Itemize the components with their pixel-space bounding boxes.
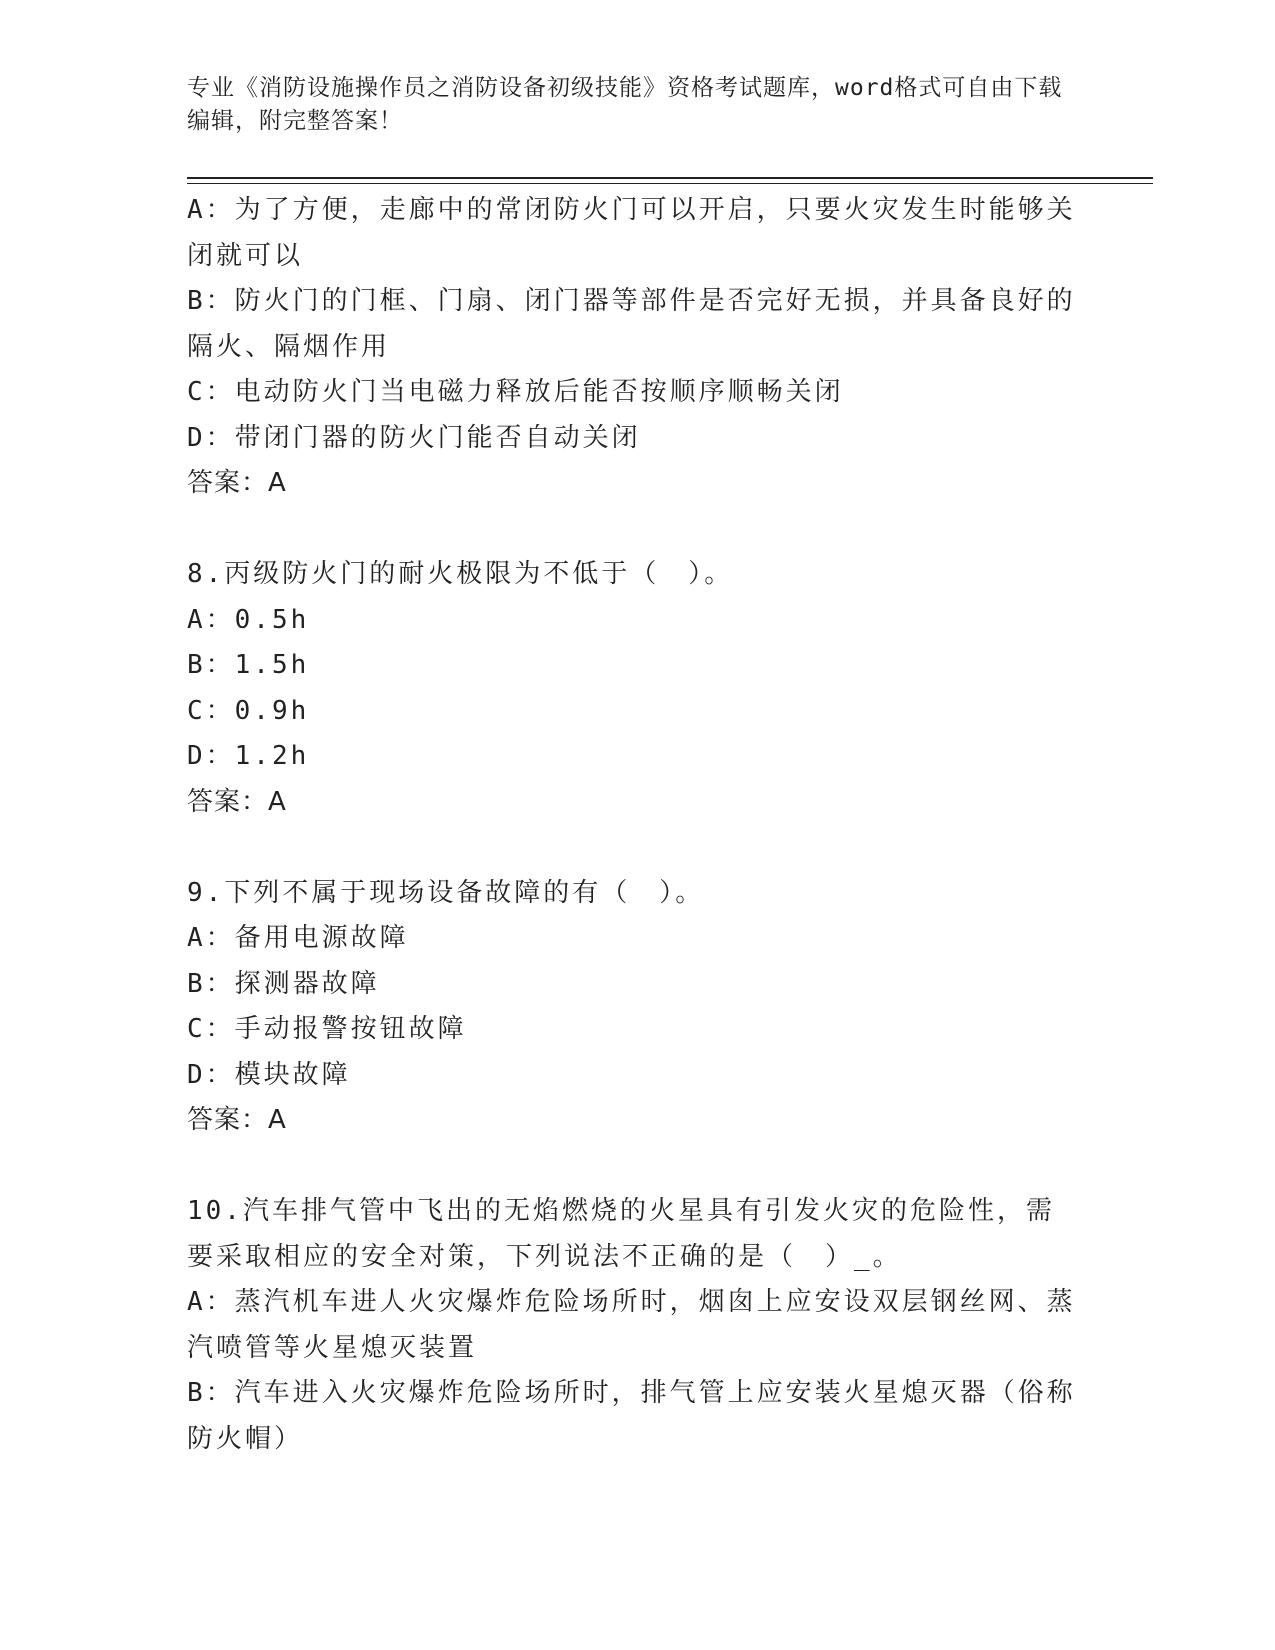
document-header: 专业《消防设施操作员之消防设备初级技能》资格考试题库，word格式可自由下载编辑，附完整答案！ — [187, 75, 1063, 134]
question-stem: 9.下列不属于现场设备故障的有（ ）。 — [187, 877, 705, 908]
answer-line: 答案：A — [187, 786, 287, 817]
option-a: A：为了方便，走廊中的常闭防火门可以开启，只要火灾发生时能够关闭就可以 — [187, 195, 1076, 271]
question-10 — [187, 1189, 1077, 1462]
option-b: B：汽车进入火灾爆炸危险场所时，排气管上应安装火星熄灭器（俗称防火帽） — [187, 1378, 1076, 1454]
option-d: D：带闭门器的防火门能否自动关闭 — [187, 422, 641, 453]
option-c: C：手动报警按钮故障 — [187, 1014, 467, 1044]
option-d: D：模块故障 — [187, 1059, 351, 1090]
option-c: C：0.9h — [187, 695, 310, 726]
answer-line: 答案：A — [187, 1105, 287, 1135]
answer-line: 答案：A — [187, 468, 287, 498]
question-8 — [187, 552, 1077, 825]
question-partial — [187, 188, 1077, 507]
question-9 — [187, 871, 1077, 1144]
header-rule-thick — [187, 177, 1153, 179]
option-c: C：电动防火门当电磁力释放后能否按顺序顺畅关闭 — [187, 377, 844, 407]
option-b: B：1.5h — [187, 650, 310, 680]
option-d: D：1.2h — [187, 741, 310, 771]
question-gap — [187, 507, 1077, 553]
option-a: A：0.5h — [187, 604, 310, 635]
question-stem: 10.汽车排气管中飞出的无焰燃烧的火星具有引发火灾的危险性，需要采取相应的安全对策，下列说法不正确的是（ ）_。 — [187, 1196, 1055, 1272]
question-list — [187, 188, 1077, 1462]
option-a: A：蒸汽机车进人火灾爆炸危险场所时，烟囱上应安设双层钢丝网、蒸汽喷管等火星熄灭装置 — [187, 1287, 1076, 1363]
option-b: B：防火门的门框、门扇、闭门器等部件是否完好无损，并具备良好的隔火、隔烟作用 — [187, 286, 1076, 362]
option-b: B：探测器故障 — [187, 968, 380, 999]
option-a: A：备用电源故障 — [187, 923, 409, 953]
question-stem: 8.丙级防火门的耐火极限为不低于（ ）。 — [187, 559, 734, 589]
question-gap — [187, 1144, 1077, 1190]
question-gap — [187, 825, 1077, 871]
header-rule-thin — [187, 183, 1153, 184]
